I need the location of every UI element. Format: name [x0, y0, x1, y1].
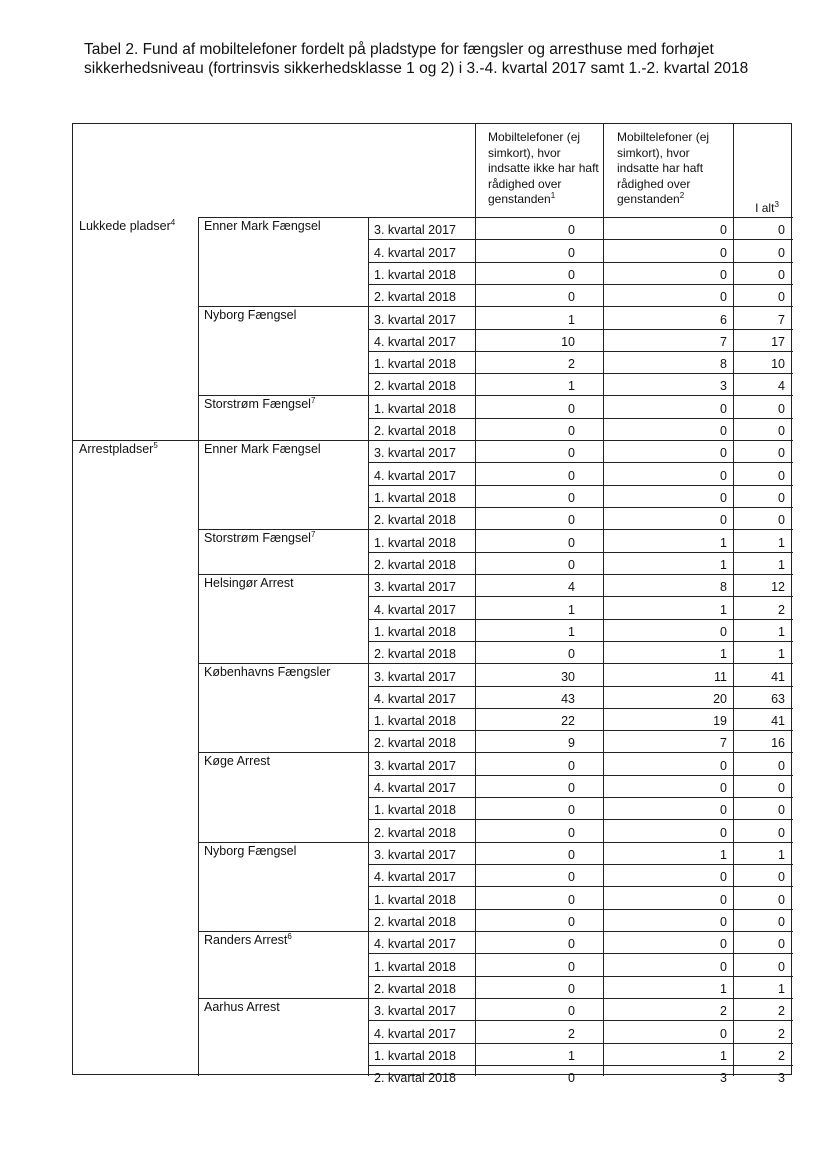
- value-total: 0: [778, 401, 785, 416]
- group-label: [79, 218, 175, 234]
- value-not-available: 0: [568, 223, 575, 238]
- institution-footnote: 7: [310, 530, 316, 540]
- value-available: 20: [713, 691, 727, 706]
- institution-name: [204, 530, 315, 546]
- quarter-label: 1. kvartal 2018: [374, 267, 456, 282]
- row-divider: [368, 641, 793, 642]
- value-available: 8: [720, 357, 727, 372]
- value-not-available: 0: [568, 557, 575, 572]
- institution-name-text: Helsingør Arrest: [204, 575, 294, 590]
- value-total: 0: [778, 959, 785, 974]
- value-not-available: 1: [568, 379, 575, 394]
- value-total: 0: [778, 892, 785, 907]
- header-col-total: I alt$^3$: [755, 200, 779, 215]
- quarter-label: 2. kvartal 2018: [374, 981, 456, 996]
- value-available: 0: [720, 267, 727, 282]
- value-available: 3: [720, 379, 727, 394]
- value-not-available: 1: [568, 624, 575, 639]
- row-divider: [368, 596, 793, 597]
- quarter-label: 1. kvartal 2018: [374, 714, 456, 729]
- value-available: 2: [720, 1004, 727, 1019]
- institution-name: [204, 441, 321, 457]
- row-divider: [368, 909, 793, 910]
- value-available: 0: [720, 825, 727, 840]
- value-not-available: 0: [568, 959, 575, 974]
- value-available: 0: [720, 1026, 727, 1041]
- value-not-available: 0: [568, 1004, 575, 1019]
- row-divider: [368, 262, 793, 263]
- value-available: 0: [720, 446, 727, 461]
- value-available: 1: [720, 602, 727, 617]
- row-divider: [368, 708, 793, 709]
- value-not-available: 10: [561, 334, 575, 349]
- value-not-available: 9: [568, 736, 575, 751]
- value-total: 2: [778, 1026, 785, 1041]
- header-divider: [475, 124, 476, 217]
- value-not-available: 0: [568, 446, 575, 461]
- value-total: 1: [778, 624, 785, 639]
- value-total: 0: [778, 870, 785, 885]
- value-total: 0: [778, 267, 785, 282]
- value-available: 0: [720, 424, 727, 439]
- quarter-label: 1. kvartal 2018: [374, 803, 456, 818]
- quarter-label: 2. kvartal 2018: [374, 647, 456, 662]
- table-caption: Tabel 2. Fund af mobiltelefoner fordelt på pladstype for fængsler og arresthuse med forhøjet sikkerhedsniveau (fortrinsvis sikkerhedsklasse 1 og 2) i 3.-4. kvartal 2017 samt 1.-2. kvartal 2018: [84, 41, 749, 77]
- value-total: 0: [778, 424, 785, 439]
- value-available: 0: [720, 781, 727, 796]
- value-total: 4: [778, 379, 785, 394]
- institution-name: [204, 396, 315, 412]
- value-total: 2: [778, 602, 785, 617]
- quarter-label: 3. kvartal 2017: [374, 758, 456, 773]
- row-divider: [368, 886, 793, 887]
- value-not-available: 4: [568, 580, 575, 595]
- value-not-available: 0: [568, 267, 575, 282]
- row-divider: [368, 485, 793, 486]
- quarter-label: 4. kvartal 2017: [374, 1026, 456, 1041]
- institution-name-text: Københavns Fængsler: [204, 665, 331, 680]
- value-total: 16: [771, 736, 785, 751]
- value-total: 0: [778, 245, 785, 260]
- value-available: 0: [720, 892, 727, 907]
- value-total: 10: [771, 357, 785, 372]
- value-available: 0: [720, 624, 727, 639]
- quarter-label: 4. kvartal 2017: [374, 334, 456, 349]
- quarter-label: 1. kvartal 2018: [374, 491, 456, 506]
- value-total: 41: [771, 669, 785, 684]
- quarter-label: 2. kvartal 2018: [374, 513, 456, 528]
- quarter-label: 3. kvartal 2017: [374, 223, 456, 238]
- value-available: 1: [720, 981, 727, 996]
- header-col-not-available: Mobiltelefoner (ej simkort), hvor indsatte ikke har haft rådighed over genstanden$^1$: [488, 130, 599, 206]
- value-not-available: 0: [568, 870, 575, 885]
- value-total: 0: [778, 290, 785, 305]
- quarter-label: 2. kvartal 2018: [374, 914, 456, 929]
- value-available: 0: [720, 223, 727, 238]
- value-not-available: 0: [568, 825, 575, 840]
- value-not-available: 1: [568, 312, 575, 327]
- group-label-text: Arrestpladser: [79, 442, 154, 457]
- quarter-label: 2. kvartal 2018: [374, 736, 456, 751]
- quarter-label: 1. kvartal 2018: [374, 401, 456, 416]
- value-total: 0: [778, 446, 785, 461]
- value-total: 63: [771, 691, 785, 706]
- value-total: 0: [778, 758, 785, 773]
- value-total: 1: [778, 981, 785, 996]
- row-divider: [368, 797, 793, 798]
- row-divider: [368, 284, 793, 285]
- institution-name-text: Nyborg Fængsel: [204, 308, 297, 323]
- institution-name-text: Nyborg Fængsel: [204, 843, 297, 858]
- group-label-footnote: 5: [153, 440, 158, 450]
- quarter-label: 2. kvartal 2018: [374, 1071, 456, 1086]
- value-total: 0: [778, 223, 785, 238]
- institution-name: [204, 753, 270, 769]
- value-available: 7: [720, 736, 727, 751]
- value-not-available: 0: [568, 914, 575, 929]
- institution-name: [204, 664, 330, 680]
- value-available: 11: [714, 669, 727, 684]
- quarter-label: 1. kvartal 2018: [374, 959, 456, 974]
- value-total: 0: [778, 781, 785, 796]
- institution-footnote: 6: [287, 931, 292, 941]
- value-not-available: 0: [568, 848, 575, 863]
- row-divider: [368, 1020, 793, 1021]
- value-available: 0: [720, 803, 727, 818]
- column-divider: [198, 217, 199, 1076]
- row-divider: [368, 775, 793, 776]
- row-divider: [368, 462, 793, 463]
- quarter-label: 1. kvartal 2018: [374, 892, 456, 907]
- value-total: 0: [778, 513, 785, 528]
- row-divider: [368, 373, 793, 374]
- institution-name-text: Storstrøm Fængsel: [204, 397, 311, 412]
- value-total: 41: [771, 714, 785, 729]
- value-not-available: 0: [568, 892, 575, 907]
- value-available: 0: [720, 290, 727, 305]
- quarter-label: 3. kvartal 2017: [374, 580, 456, 595]
- quarter-label: 2. kvartal 2018: [374, 424, 456, 439]
- row-divider: [368, 730, 793, 731]
- institution-name: [204, 218, 321, 234]
- value-available: 0: [720, 401, 727, 416]
- quarter-label: 4. kvartal 2017: [374, 468, 456, 483]
- quarter-label: 1. kvartal 2018: [374, 1048, 456, 1063]
- institution-name: [204, 999, 280, 1015]
- value-not-available: 2: [568, 1026, 575, 1041]
- quarter-label: 2. kvartal 2018: [374, 557, 456, 572]
- value-available: 0: [720, 513, 727, 528]
- quarter-label: 4. kvartal 2017: [374, 781, 456, 796]
- value-not-available: 0: [568, 245, 575, 260]
- quarter-label: 3. kvartal 2017: [374, 312, 456, 327]
- value-available: 0: [720, 245, 727, 260]
- value-not-available: 0: [568, 981, 575, 996]
- quarter-label: 4. kvartal 2017: [374, 602, 456, 617]
- row-divider: [368, 1065, 793, 1066]
- row-divider: [368, 239, 793, 240]
- quarter-label: 4. kvartal 2017: [374, 870, 456, 885]
- institution-name-text: Enner Mark Fængsel: [204, 442, 321, 457]
- value-available: 7: [720, 334, 727, 349]
- row-divider: [368, 864, 793, 865]
- institution-divider: [198, 998, 793, 999]
- value-available: 1: [720, 535, 727, 550]
- value-not-available: 0: [568, 758, 575, 773]
- value-available: 0: [720, 914, 727, 929]
- institution-name-text: Storstrøm Fængsel: [204, 531, 311, 546]
- value-available: 1: [720, 1048, 727, 1063]
- value-not-available: 0: [568, 937, 575, 952]
- value-available: 0: [720, 870, 727, 885]
- value-available: 0: [720, 758, 727, 773]
- value-not-available: 0: [568, 647, 575, 662]
- value-available: 0: [720, 937, 727, 952]
- value-not-available: 0: [568, 468, 575, 483]
- value-total: 1: [778, 557, 785, 572]
- value-available: 1: [720, 557, 727, 572]
- value-total: 1: [778, 535, 785, 550]
- institution-name: [204, 307, 296, 323]
- row-divider: [368, 619, 793, 620]
- institution-name: [204, 575, 294, 591]
- quarter-label: 4. kvartal 2017: [374, 691, 456, 706]
- institution-name-text: Randers Arrest: [204, 932, 288, 947]
- value-total: 0: [778, 914, 785, 929]
- quarter-label: 1. kvartal 2018: [374, 357, 456, 372]
- value-not-available: 22: [561, 714, 575, 729]
- quarter-label: 2. kvartal 2018: [374, 825, 456, 840]
- value-total: 0: [778, 491, 785, 506]
- value-total: 0: [778, 468, 785, 483]
- value-available: 0: [720, 468, 727, 483]
- row-divider: [368, 953, 793, 954]
- quarter-label: 3. kvartal 2017: [374, 848, 456, 863]
- value-not-available: 0: [568, 535, 575, 550]
- value-not-available: 0: [568, 1071, 575, 1086]
- institution-name: [204, 843, 296, 859]
- quarter-label: 2. kvartal 2018: [374, 379, 456, 394]
- quarter-label: 4. kvartal 2017: [374, 245, 456, 260]
- quarter-label: 1. kvartal 2018: [374, 624, 456, 639]
- quarter-label: 2. kvartal 2018: [374, 290, 456, 305]
- value-total: 0: [778, 803, 785, 818]
- institution-name-text: Enner Mark Fængsel: [204, 219, 321, 233]
- value-available: 6: [720, 312, 727, 327]
- row-divider: [368, 552, 793, 553]
- value-available: 19: [713, 714, 727, 729]
- value-total: 1: [778, 647, 785, 662]
- row-divider: [368, 507, 793, 508]
- group-divider: [73, 440, 793, 441]
- value-total: 1: [778, 848, 785, 863]
- value-not-available: 0: [568, 803, 575, 818]
- quarter-label: 3. kvartal 2017: [374, 1004, 456, 1019]
- group-label-footnote: 4: [170, 217, 176, 227]
- row-divider: [368, 686, 793, 687]
- quarter-label: 1. kvartal 2018: [374, 535, 456, 550]
- value-available: 8: [720, 580, 727, 595]
- value-not-available: 2: [568, 357, 575, 372]
- value-not-available: 0: [568, 491, 575, 506]
- value-total: 0: [778, 825, 785, 840]
- header-col-available: Mobiltelefoner (ej simkort), hvor indsatte har haft rådighed over genstanden$^2$: [617, 130, 710, 206]
- institution-name-text: Køge Arrest: [204, 754, 270, 769]
- institution-footnote: 7: [310, 396, 316, 406]
- value-not-available: 43: [561, 691, 575, 706]
- value-not-available: 0: [568, 401, 575, 416]
- institution-name-text: Aarhus Arrest: [204, 999, 280, 1014]
- value-available: 1: [720, 848, 727, 863]
- value-total: 0: [778, 937, 785, 952]
- value-not-available: 0: [568, 424, 575, 439]
- row-divider: [368, 1043, 793, 1044]
- value-not-available: 0: [568, 781, 575, 796]
- value-not-available: 0: [568, 513, 575, 528]
- column-divider: [368, 217, 369, 1076]
- row-divider: [368, 418, 793, 419]
- value-available: 0: [720, 959, 727, 974]
- value-total: 3: [778, 1071, 785, 1086]
- quarter-label: 3. kvartal 2017: [374, 669, 456, 684]
- value-total: 12: [771, 580, 785, 595]
- value-total: 7: [778, 312, 785, 327]
- group-label-text: Lukkede pladser: [79, 219, 171, 233]
- institution-name: [204, 932, 292, 948]
- row-divider: [368, 976, 793, 977]
- value-available: 3: [720, 1071, 727, 1086]
- value-available: 1: [720, 647, 727, 662]
- quarter-label: 4. kvartal 2017: [374, 937, 456, 952]
- value-not-available: 0: [568, 290, 575, 305]
- group-label: [79, 441, 158, 457]
- data-table: [72, 123, 792, 1086]
- value-available: 0: [720, 491, 727, 506]
- row-divider: [368, 819, 793, 820]
- row-divider: [368, 351, 793, 352]
- institution-divider: [198, 752, 793, 753]
- row-divider: [368, 329, 793, 330]
- value-not-available: 1: [568, 1048, 575, 1063]
- value-not-available: 1: [568, 602, 575, 617]
- value-total: 2: [778, 1048, 785, 1063]
- value-total: 2: [778, 1004, 785, 1019]
- value-not-available: 30: [561, 669, 575, 684]
- value-total: 17: [771, 334, 785, 349]
- quarter-label: 3. kvartal 2017: [374, 446, 456, 461]
